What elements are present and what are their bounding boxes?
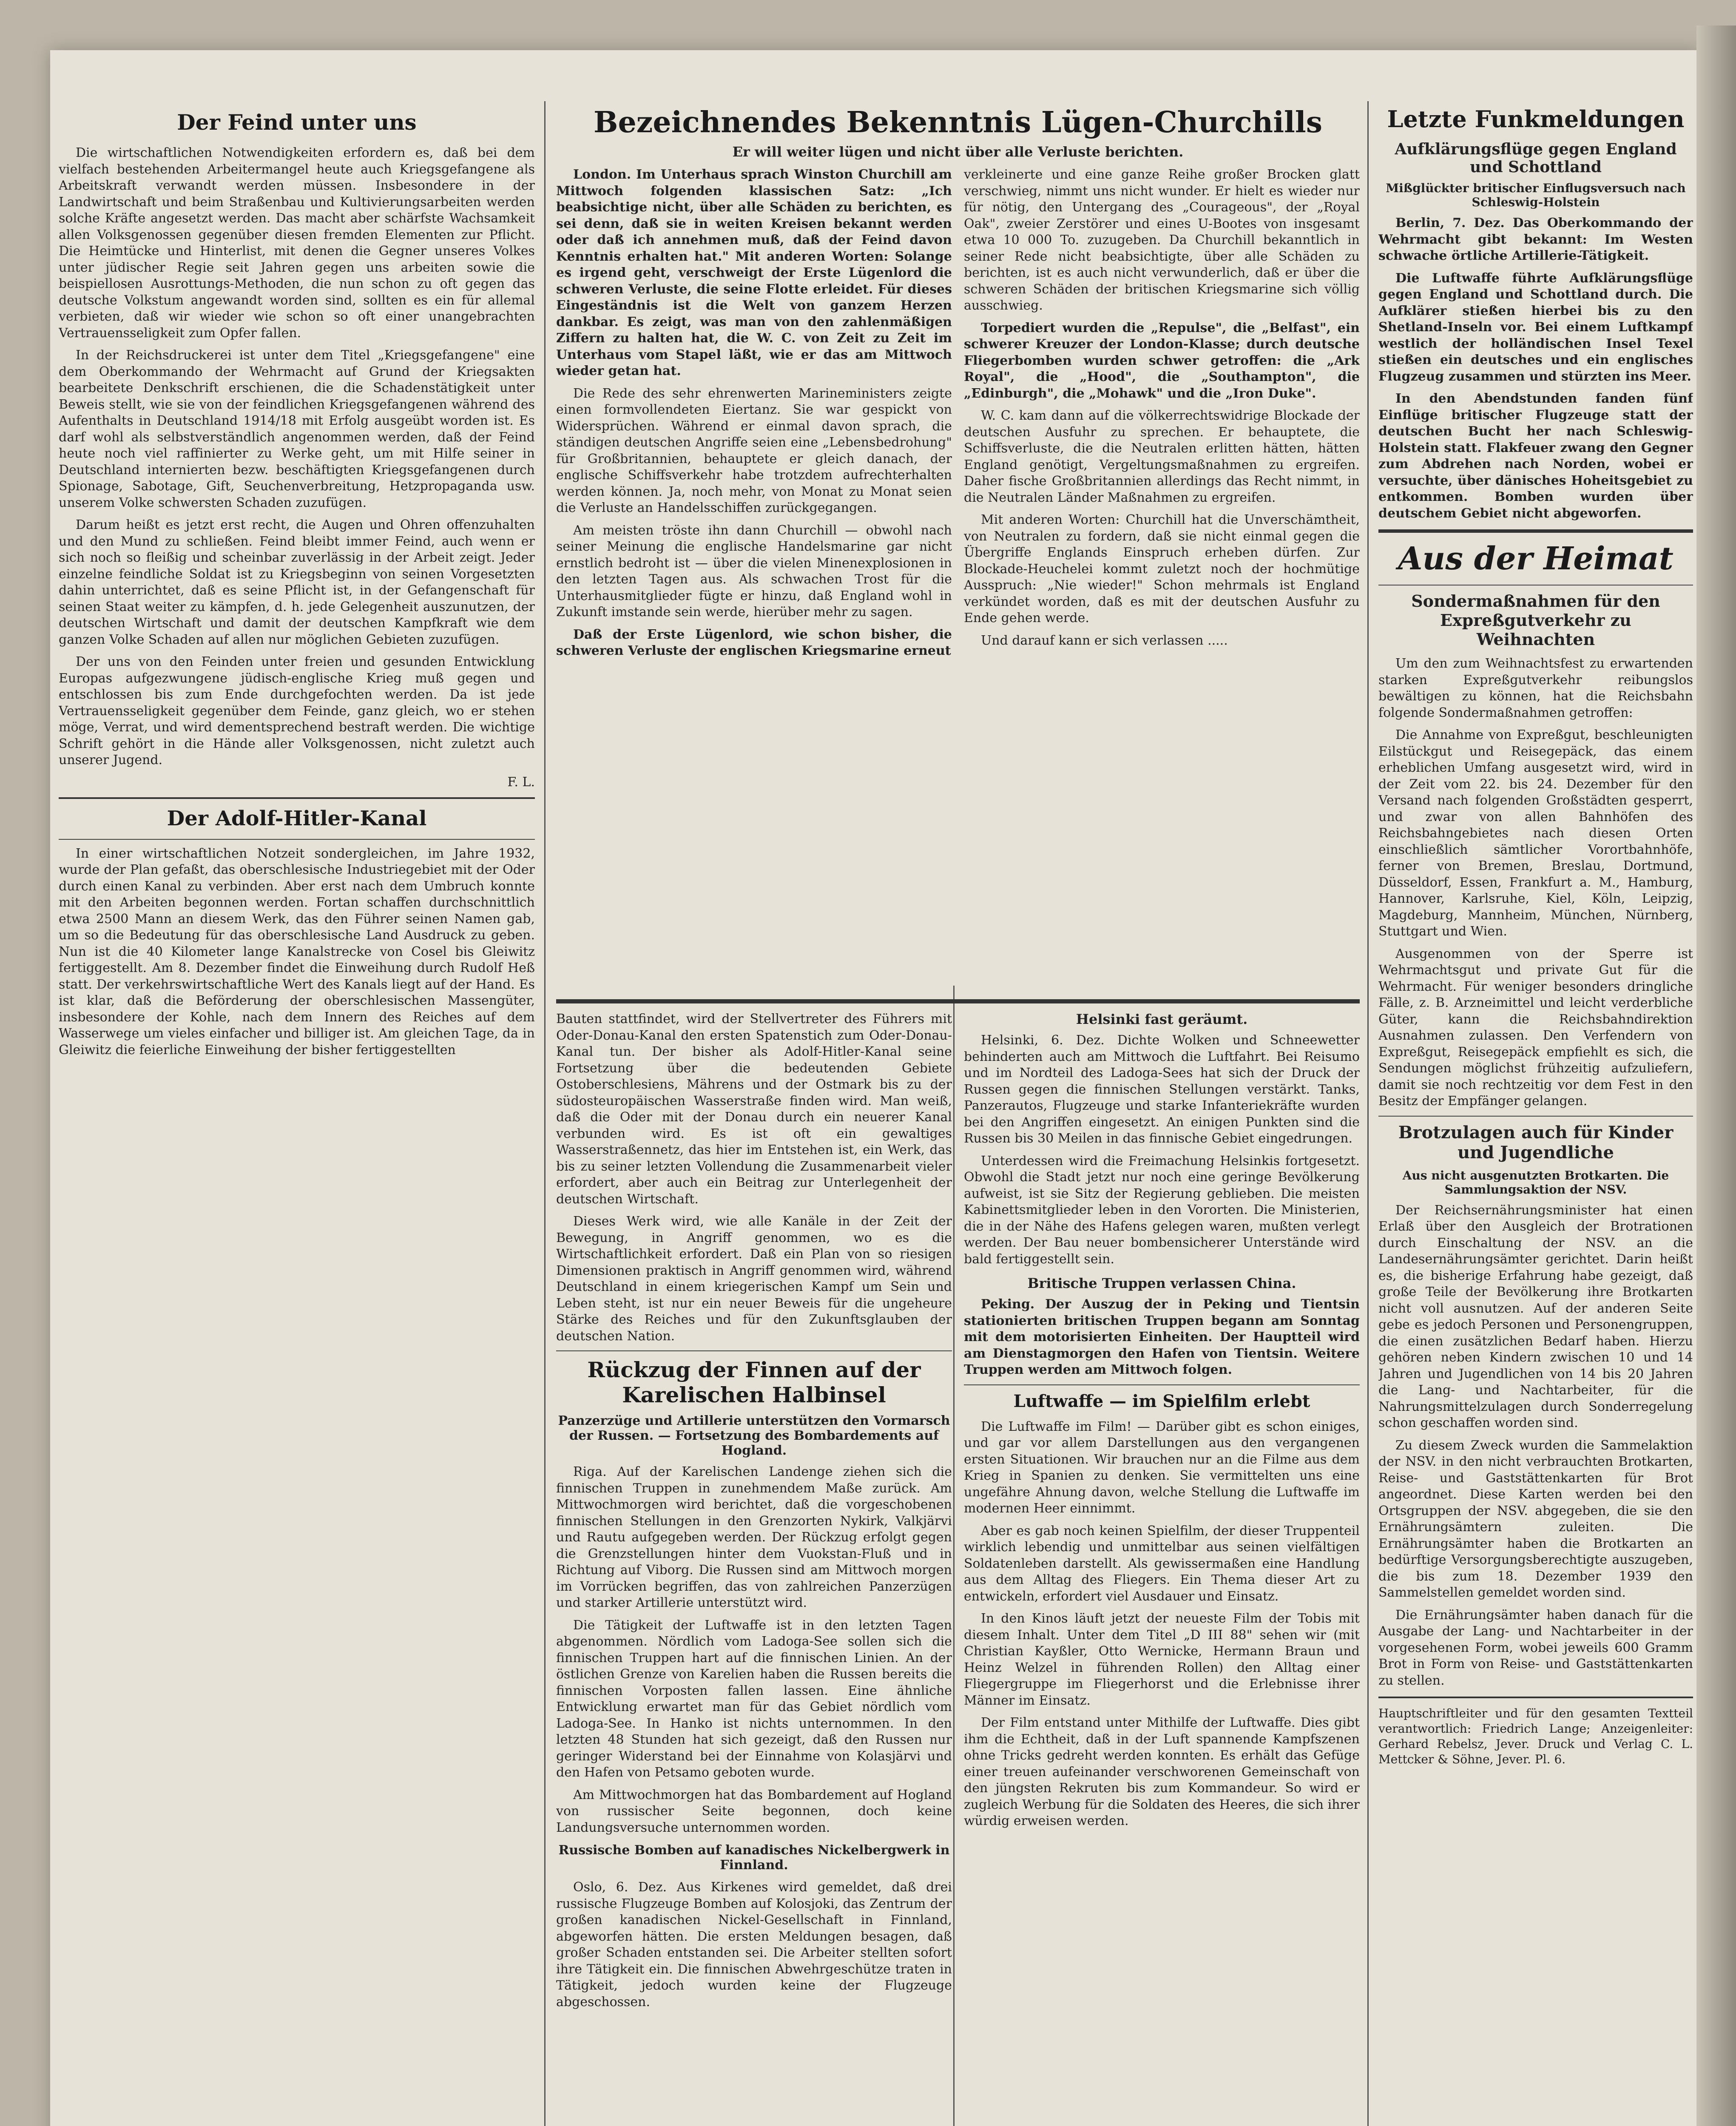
- paragraph: In den Kinos läuft jetzt der neueste Film der Tobis mit diesem Inhalt. Unter dem Titel „D III 88" sehen wir (mit Christian Kayßler, Otto Wernicke, Hermann Braun und Heinz Welzel in führenden Rollen) den Alltag einer Fliegergruppe im Fliegerhorst und die Erlebnisse ihrer Männer im Einsatz.: [964, 1611, 1360, 1708]
- section-title-funkmeldungen: Letzte Funkmeldungen: [1387, 105, 1685, 133]
- paragraph: Aber es gab noch keinen Spielfilm, der dieser Truppenteil wirklich lebendig und unmittelbar aus seinen vielfältigen Soldatenleben darstellt. Als gewissermaßen eine Handlung aus dem Alltag des Fliegers. Ein Thema dieser Art zu entwickeln, erfordert viel Ausdauer und Einsatz.: [964, 1523, 1360, 1604]
- divider: [556, 1350, 952, 1351]
- paragraph: Helsinki, 6. Dez. Dichte Wolken und Schneewetter behinderten auch am Mittwoch die Luftfahrt. Bei Reisumo und im Nordteil des Ladoga-Sees hat sich der Druck der Russen gegen die finnischen Stellungen verstärkt. Tanks, Panzerautos, Flugzeuge und starke Infanteriekräfte wurden bei den Angriffen eingesetzt. An einigen Punkten sind die Russen bis 30 Meilen in das finnische Gebiet eingedrungen.: [964, 1033, 1360, 1146]
- page-right-edge: [1696, 26, 1736, 2126]
- divider: [1378, 529, 1693, 533]
- paragraph: Peking. Der Auszug der in Peking und Tientsin stationierten britischen Truppen begann am Sonntag mit dem motorisierten Einheiten. Der Hauptteil wird am Dienstagmorgen den Hafen von Tientsin. Weitere Truppen werden am Mittwoch folgen.: [964, 1297, 1360, 1377]
- article-subtitle: Panzerzüge und Artillerie unterstützen den Vormarsch der Russen. — Fortsetzung des Bombardements auf Hogland.: [558, 1413, 950, 1458]
- paragraph: Die Ernährungsämter haben danach für die Ausgabe der Lang- und Nachtarbeiter in der vorgesehenen Form, wobei jeweils 600 Gramm Brot in Form von Reise- und Gaststättenkarten zu stellen.: [1378, 1607, 1693, 1688]
- divider: [1378, 1697, 1693, 1698]
- paragraph: Unterdessen wird die Freimachung Helsinkis fortgesetzt. Obwohl die Stadt jetzt nur noch eine geringe Bevölkerung aufweist, ist sie Sitz der Regierung geblieben. Die meisten Kabinettsmitglieder leben in den Vororten. Die Ministerien, die in der Nähe des Hafens gelegen waren, mußten verlegt werden. Der Bau neuer bombensicherer Unterstände wird bald fertiggestellt sein.: [964, 1153, 1360, 1267]
- article-title-finnen: Rückzug der Finnen auf der Karelischen Halbinsel: [587, 1357, 921, 1407]
- paragraph: Mit anderen Worten: Churchill hat die Unverschämtheit, von Neutralen zu fordern, daß sie nicht einmal gegen die Übergriffe Englands Einspruch erheben dürfen. Zur Blockade-Heuchelei kommt zuletzt noch der hochmütige Ausspruch: „Nie wieder!" Schon mehrmals ist England verkündet worden, daß es mit der deutschen Ausfuhr zu Ende gehen werde.: [964, 512, 1360, 625]
- column-1: [59, 101, 535, 2126]
- paragraph: Am meisten tröste ihn dann Churchill — obwohl nach seiner Meinung die englische Handelsmarine gar nicht ernstlich bedroht ist — über die vielen Minenexplosionen in den letzten Tagen aus. Als schwachen Trost für die Unterhausmitglieder fügte er hinzu, daß England wohl in Zukunft imstande sein werde, hierüber mehr zu sagen.: [556, 523, 952, 620]
- article-title-feind: Der Feind unter uns: [177, 110, 417, 135]
- paragraph: Oslo, 6. Dez. Aus Kirkenes wird gemeldet, daß drei russische Flugzeuge Bomben auf Kolosjoki, das Zentrum der großen kanadischen Nickel-Gesellschaft in Finnland, abgeworfen hätten. Die ersten Meldungen besagen, daß großer Schaden entstanden sei. Die Arbeiter stellten sofort ihre Tätigkeit ein. Die finnischen Abwehrgeschütze traten in Tätigkeit, jedoch wurden keine der Flugzeuge abgeschossen.: [556, 1880, 952, 2009]
- paragraph: London. Im Unterhaus sprach Winston Churchill am Mittwoch folgenden klassischen Satz: „Ich beabsichtige nicht, über alle Schäden zu berichten, es sei denn, daß sie in weiten Kreisen bekannt werden oder daß ich annehmen muß, daß der Feind davon Kenntnis erhalten hat." Mit anderen Worten: Solange es irgend geht, verschweigt der Erste Lügenlord die schweren Verluste, die seine Flotte erleidet. Für dieses Eingeständnis ist die Welt von ganzem Herzen dankbar. Es zeigt, was man von den zahlenmäßigen Ziffern zu halten hat, die W. C. von Zeit zu Zeit im Unterhaus vom Stapel läßt, wie er das am Mittwoch wieder getan hat.: [556, 167, 952, 378]
- paragraph: Am Mittwochmorgen hat das Bombardement auf Hogland von russischer Seite begonnen, doch keine Landungsversuche unternommen worden.: [556, 1787, 952, 1835]
- paragraph: In den Abendstunden fanden fünf Einflüge britischer Flugzeuge statt der deutschen Bucht her nach Schleswig-Holstein statt. Flakfeuer zwang den Gegner zum Abdrehen nach Norden, wobei er versuchte, über dänisches Hoheitsgebiet zu entkommen. Bomben wurden über deutschem Gebiet nicht abgeworfen.: [1378, 391, 1693, 521]
- article-subtitle: Mißglückter britischer Einflugsversuch nach Schleswig-Holstein: [1386, 181, 1686, 209]
- paragraph: Die Luftwaffe führte Aufklärungsflüge gegen England und Schottland durch. Die Aufklärer stießen hierbei bis zu den Shetland-Inseln vor. Bei einem Luftkampf westlich der holländischen Insel Texel stießen ein deutsches und ein englisches Flugzeug zusammen und stürzten ins Meer.: [1378, 270, 1693, 384]
- divider: [1378, 1116, 1693, 1117]
- column-divider-2: [1367, 101, 1369, 2126]
- article-title-luftwaffe: Luftwaffe — im Spielfilm erlebt: [1013, 1391, 1310, 1411]
- column-divider-1: [544, 101, 546, 2126]
- paragraph: Und darauf kann er sich verlassen .....: [981, 633, 1228, 648]
- column-2: [556, 101, 1360, 2126]
- paragraph: Zu diesem Zweck wurden die Sammelaktion der NSV. in den nicht verbrauchten Brotkarten, Reise- und Gaststättenkarten für Brot angeordnet. Diese Karten werden bei den Ortsgruppen der NSV. abgegeben, die sie den Ernährungsämtern zuleiten. Die Ernährungsämter haben die Brotkarten an bedürftige Versorgungsberechtigte auszugeben, die bis zum 18. Dezember 1939 den Sammelstellen gemeldet worden sind.: [1378, 1438, 1693, 1600]
- divider: [1378, 585, 1693, 586]
- paragraph: Daß der Erste Lügenlord, wie schon bisher, die schweren Verluste der englischen Kriegsmarine erneut: [556, 627, 952, 658]
- divider: [59, 839, 535, 840]
- paragraph: Torpediert wurden die „Repulse", die „Belfast", ein schwerer Kreuzer der London-Klasse; durch deutsche Fliegerbomben wurden schwer getroffen: die „Ark Royal", die „Hood", die „Southampton", die „Edinburgh", die „Mohawk" und die „Iron Duke".: [964, 320, 1360, 401]
- paragraph: Ausgenommen von der Sperre ist Wehrmachtsgut und private Gut für die Wehrmacht. Für weniger besonders dringliche Fälle, z. B. Arzneimittel und leicht verderbliche Güter, kann die Reichsbahndirektion Ausnahmen zulassen. Den Verfendern von Expreßgut, Reisegepäck empfiehlt es sich, die Sendungen möglichst frühzeitig aufzuliefern, damit sie noch rechtzeitig vor dem Fest in den Besitz der Empfänger gelangen.: [1378, 946, 1693, 1108]
- paragraph: Berlin, 7. Dez. Das Oberkommando der Wehrmacht gibt bekannt: Im Westen schwache örtliche Artillerie-Tätigkeit.: [1378, 216, 1693, 263]
- newspaper-page: [50, 50, 1700, 2126]
- signature: F. L.: [507, 774, 535, 790]
- paragraph: Die Annahme von Expreßgut, beschleunigten Eilstückgut und Reisegepäck, das einem erheblichen Umfang ausgesetzt wird, wird in der Zeit vom 22. bis 24. Dezember für den Versand nach folgenden Großstädten gesperrt, und zwar von allen Bahnhöfen des Reichsbahngebietes nach diesen Orten einschließlich sämtlicher Vorortbahnhöfe, ferner von Bremen, Breslau, Dortmund, Düsseldorf, Essen, Frankfurt a. M., Hamburg, Hannover, Karlsruhe, Kiel, Köln, Leipzig, Magdeburg, Mannheim, München, Nürnberg, Stuttgart und Wien.: [1378, 728, 1693, 939]
- paragraph: Der Film entstand unter Mithilfe der Luftwaffe. Dies gibt ihm die Echtheit, daß in der Luft spannende Kampfszenen ohne Tricks gedreht werden konnten. Es erhält das Gefüge einer treuen aufeinander verschworenen Gemeinschaft von den jüngsten Rekruten bis zum Kommandeur. So wird er zugleich Werbung für die Soldaten des Heeres, die sich ihrer würdig erweisen werden.: [964, 1715, 1360, 1828]
- article-subtitle: Aus nicht ausgenutzten Brotkarten. Die Sammlungsaktion der NSV.: [1402, 1168, 1669, 1197]
- article-title: Aufklärungsflüge gegen England und Schottland: [1395, 140, 1677, 176]
- paragraph: Riga. Auf der Karelischen Landenge ziehen sich die finnischen Truppen in zunehmendem Maße zurück. Am Mittwochmorgen wird berichtet, daß die vorgeschobenen finnischen Stellungen in den Grenzorten Nykirk, Valkjärvi und Rautu aufgegeben werden. Der Rückzug erfolgt gegen die Grenzstellungen hinter dem Vuokstan-Fluß und in Richtung auf Viborg. Die Russen sind am Mittwoch morgen im Vorrücken begriffen, das von zahlreichen Panzerzügen und starker Artillerie unterstützt wird.: [556, 1464, 952, 1610]
- divider: [964, 1384, 1360, 1385]
- paragraph: Um den zum Weihnachtsfest zu erwartenden starken Expreßgutverkehr reibungslos bewältigen zu können, hat die Reichsbahn folgende Sondermaßnahmen getroffen:: [1378, 656, 1693, 720]
- paragraph: Die Tätigkeit der Luftwaffe ist in den letzten Tagen abgenommen. Nördlich vom Ladoga-See sollen sich die finnischen Truppen hart auf die finnischen Linien. An der östlichen Grenze von Karelien haben die Russen bereits die finnischen Vorposten fallen lassen. Eine ähnliche Entwicklung erwartet man für das Gebiet nördlich vom Ladoga-See. In Hanko ist nichts unternommen. In den letzten 48 Stunden hat sich gezeigt, daß den Russen nur geringer Widerstand bei der Einnahme von Kolasjärvi und den Hafen von Petsamo geboten wurde.: [556, 1617, 952, 1780]
- article-subheading: Russische Bomben auf kanadisches Nickelbergwerk in Finnland.: [558, 1843, 950, 1873]
- paragraph: Bauten stattfindet, wird der Stellvertreter des Führers mit Oder-Donau-Kanal den ersten Spatenstich zum Oder-Donau-Kanal tun. Der bisher als Adolf-Hitler-Kanal seine Fortsetzung über die bedeutenden Gebiete Ostoberschlesiens, Mährens und der Ostmark bis zu der südosteuropäischen Wasserstraße finden wird. Man weiß, daß die Oder mit der Donau durch ein neuerer Kanal verbunden wird. Es ist oft ein gewaltiges Wasserstraßennetz, das hier im Entstehen ist, ein Werk, das bis zu seiner letzten Vollendung die Zusammenarbeit vieler erfordert, aber auch ein Beitrag zur Unterlegenheit der deutschen Wirtschaft.: [556, 1012, 952, 1207]
- article-title: Brotzulagen auch für Kinder und Jugendliche: [1398, 1122, 1673, 1162]
- paragraph: Die wirtschaftlichen Notwendigkeiten erfordern es, daß bei dem vielfach bestehenden Arbeitermangel heute auch Kriegsgefangene als Arbeitskraft verwandt werden müssen. Insbesondere in der Landwirtschaft und beim Straßenbau und Kultivierungsarbeiten werden solche Kräfte angesetzt werden. Das macht aber schärfste Wachsamkeit allen Volksgenossen gegenüber diesen fremden Elementen zur Pflicht. Die Heimtücke und Hinterlist, mit denen die Gegner unseres Volkes unter jüdischer Regie seit Jahren gegen uns arbeiten sowie die beispiellosen Ausrottungs-Methoden, die nun schon zu oft gegen das deutsche Volkstum angewandt worden sind, sollten es ein für allemal verbieten, daß wir wieder wie schon so oft einer unangebrachten Vertrauensseligkeit zum Opfer fallen.: [59, 145, 535, 341]
- headline-churchill: Bezeichnendes Bekenntnis Lügen-Churchills: [593, 105, 1322, 139]
- subheadline: Er will weiter lügen und nicht über alle Verluste berichten.: [732, 144, 1184, 160]
- paragraph: verkleinerte und eine ganze Reihe großer Brocken glatt verschwieg, nimmt uns nicht wunder. Er hielt es wieder nur für nötig, den Untergang des „Courageous", der „Royal Oak", zweier Zerstörer und eines U-Bootes von insgesamt etwa 10 000 To. zuzugeben. Da Churchill bekanntlich in seiner Rede nicht beabsichtigte, über alle Schäden zu berichten, ist es auch nicht verwunderlich, daß er über die schweren Schäden der britischen Kriegsmarine sich völlig ausschwieg.: [964, 167, 1360, 313]
- paragraph: Dieses Werk wird, wie alle Kanäle in der Zeit der Bewegung, in Angriff genommen, wo es die Wirtschaftlichkeit erfordert. Daß ein Plan von so riesigen Dimensionen praktisch in Angriff genommen wird, während Deutschland in einem kriegerischen Kampf um Sein und Leben steht, ist nur ein neuer Beweis für die ungeheure Stärke des Reiches und für den Zukunftsglauben der deutschen Nation.: [556, 1214, 952, 1344]
- column-3: [1378, 101, 1693, 2126]
- paragraph: In einer wirtschaftlichen Notzeit sondergleichen, im Jahre 1932, wurde der Plan gefaßt, das oberschlesische Industriegebiet mit der Oder durch einen Kanal zu verbinden. Aber erst nach dem Umbruch konnte mit den Arbeiten begonnen werden. Fortan schaffen durchschnittlich etwa 2500 Mann an diesem Werk, das den Führer seinen Namen gab, um so die Bedeutung für das oberschlesische Land Ausdruck zu geben. Nun ist die 40 Kilometer lange Kanalstrecke von Cosel bis Gleiwitz fertiggestellt. Am 8. Dezember findet die Einweihung durch Rudolf Heß statt. Der verkehrswirtschaftliche Wert des Kanals liegt auf der Hand. Es ist klar, daß die Beförderung der oberschlesischen Massengüter, insbesondere der Kohle, nach dem Innern des Reiches auf dem Wasserwege um vieles einfacher und billiger ist. Am gleichen Tage, da in Gleiwitz die feierliche Einweihung der bisher fertiggestellten: [59, 846, 535, 1057]
- paragraph: Der Reichsernährungsminister hat einen Erlaß über den Ausgleich der Brotrationen durch Einschaltung der NSV. an die Landesernährungsämter gerichtet. Darin heißt es, die bisherige Erfahrung habe gezeigt, daß große Teile der Bevölkerung ihre Brotkarten nicht voll ausnutzen. Auf der anderen Seite gebe es jedoch Personen und Personengruppen, die einen zusätzlichen Bedarf haben. Hierzu gehören neben Kindern zwischen 10 und 14 Jahren und Jugendlichen von 14 bis 20 Jahren die Lang- und Nachtarbeiter, für die Nahrungsmittelzulagen durch Sonderregelung schon geschaffen worden sind.: [1378, 1202, 1693, 1430]
- article-title: Sondermaßnahmen für den Expreßgutverkehr zu Weihnachten: [1411, 591, 1660, 649]
- paragraph: Die Luftwaffe im Film! — Darüber gibt es schon einiges, und gar vor allem Darstellungen aus den vergangenen ersten Situationen. Wir brauchen nur an die Filme aus dem Krieg in Spanien zu denken. Sie vermittelten uns eine ungefähre Ahnung davon, welche Stellung die Luftwaffe im modernen Heer einnimmt.: [964, 1419, 1360, 1516]
- divider: [556, 999, 1360, 1003]
- article-title-helsinki: Helsinki fast geräumt.: [1076, 1011, 1248, 1027]
- paragraph: Der uns von den Feinden unter freien und gesunden Entwicklung Europas aufgezwungene jüdisch-englische Krieg muß gegen und entschlossen bis zum Ende durchgefochten werden. Da ist jede Vertrauensseligkeit gegenüber dem Feinde, ganz gleich, wo er stehen möge, Verrat, und wird dementsprechend bestraft werden. Die wichtige Schrift gehört in die Hände aller Volksgenossen, nicht zuletzt auch unserer Jugend.: [59, 654, 535, 767]
- paragraph: W. C. kam dann auf die völkerrechtswidrige Blockade der deutschen Ausfuhr zu sprechen. Er behauptete, die Schiffsverluste, die die Neutralen erlitten hätten, hätten England genötigt, Vergeltungsmaßnahmen zu ergreifen. Daher fische Großbritannien allerdings das Recht nimmt, in die Neutralen Länder Maßnahmen zu ergreifen.: [964, 408, 1360, 505]
- divider: [59, 797, 535, 799]
- paragraph: Darum heißt es jetzt erst recht, die Augen und Ohren offenzuhalten und den Mund zu schließen. Feind bleibt immer Feind, auch wenn er sich noch so fleißig und scheinbar zuverlässig in der Arbeit zeigt. Jeder einzelne feindliche Soldat ist zu Kriegsbeginn von seinen Vorgesetzten dahin unterrichtet, daß es seine Pflicht ist, in der Gefangenschaft für seinen Staat weiter zu kämpfen, d. h. jede Gelegenheit auszunutzen, der deutschen Wirtschaft und damit der deutschen Kampfkraft wie dem ganzen Volke Schaden auf allen nur möglichen Gebieten zuzufügen.: [59, 517, 535, 647]
- section-title-heimat: Aus der Heimat: [1398, 540, 1673, 577]
- paragraph: In der Reichsdruckerei ist unter dem Titel „Kriegsgefangene" eine dem Oberkommando der Wehrmacht auf Grund der Kriegsakten bearbeitete Denkschrift erschienen, die die Schadenstätigkeit unter Beweis stellt, wie sie von der feindlichen Kriegsgefangenen während des Aufenthalts in Deutschland 1914/18 mit Erfolg ausgeübt worden ist. Es darf wohl als selbstverständlich angenommen werden, daß der Feind heute noch viel raffinierter zu Werke geht, um mit Hilfe seiner in Deutschland internierten bezw. beschäftigten Kriegsgefangenen durch Spionage, Sabotage, Gift, Seuchenverbreitung, Hetzpropaganda usw. unserem Volke schwersten Schaden zuzufügen.: [59, 348, 535, 510]
- article-title-kanal: Der Adolf-Hitler-Kanal: [167, 806, 427, 830]
- article-title-china: Britische Truppen verlassen China.: [1027, 1275, 1296, 1291]
- paragraph: Die Rede des sehr ehrenwerten Marineministers zeigte einen formvollendeten Eiertanz. Sie war gespickt von Widersprüchen. Während er einmal davon sprach, die ständigen deutschen Angriffe seien eine „Lebensbedrohung" für Großbritannien, behauptete er gleich danach, der englische Schiffsverkehr habe trotzdem aufrechterhalten werden können. Ja, noch mehr, von Monat zu Monat seien die Verluste an Handelsschiffen zurückgegangen.: [556, 386, 952, 515]
- imprint: Hauptschriftleiter und für den gesamten Textteil verantwortlich: Friedrich Lange; Anzeigenleiter: Gerhard Rebelsz, Jever. Druck und Verlag C. L. Mettcker & Söhne, Jever. Pl. 6.: [1378, 1706, 1693, 1766]
